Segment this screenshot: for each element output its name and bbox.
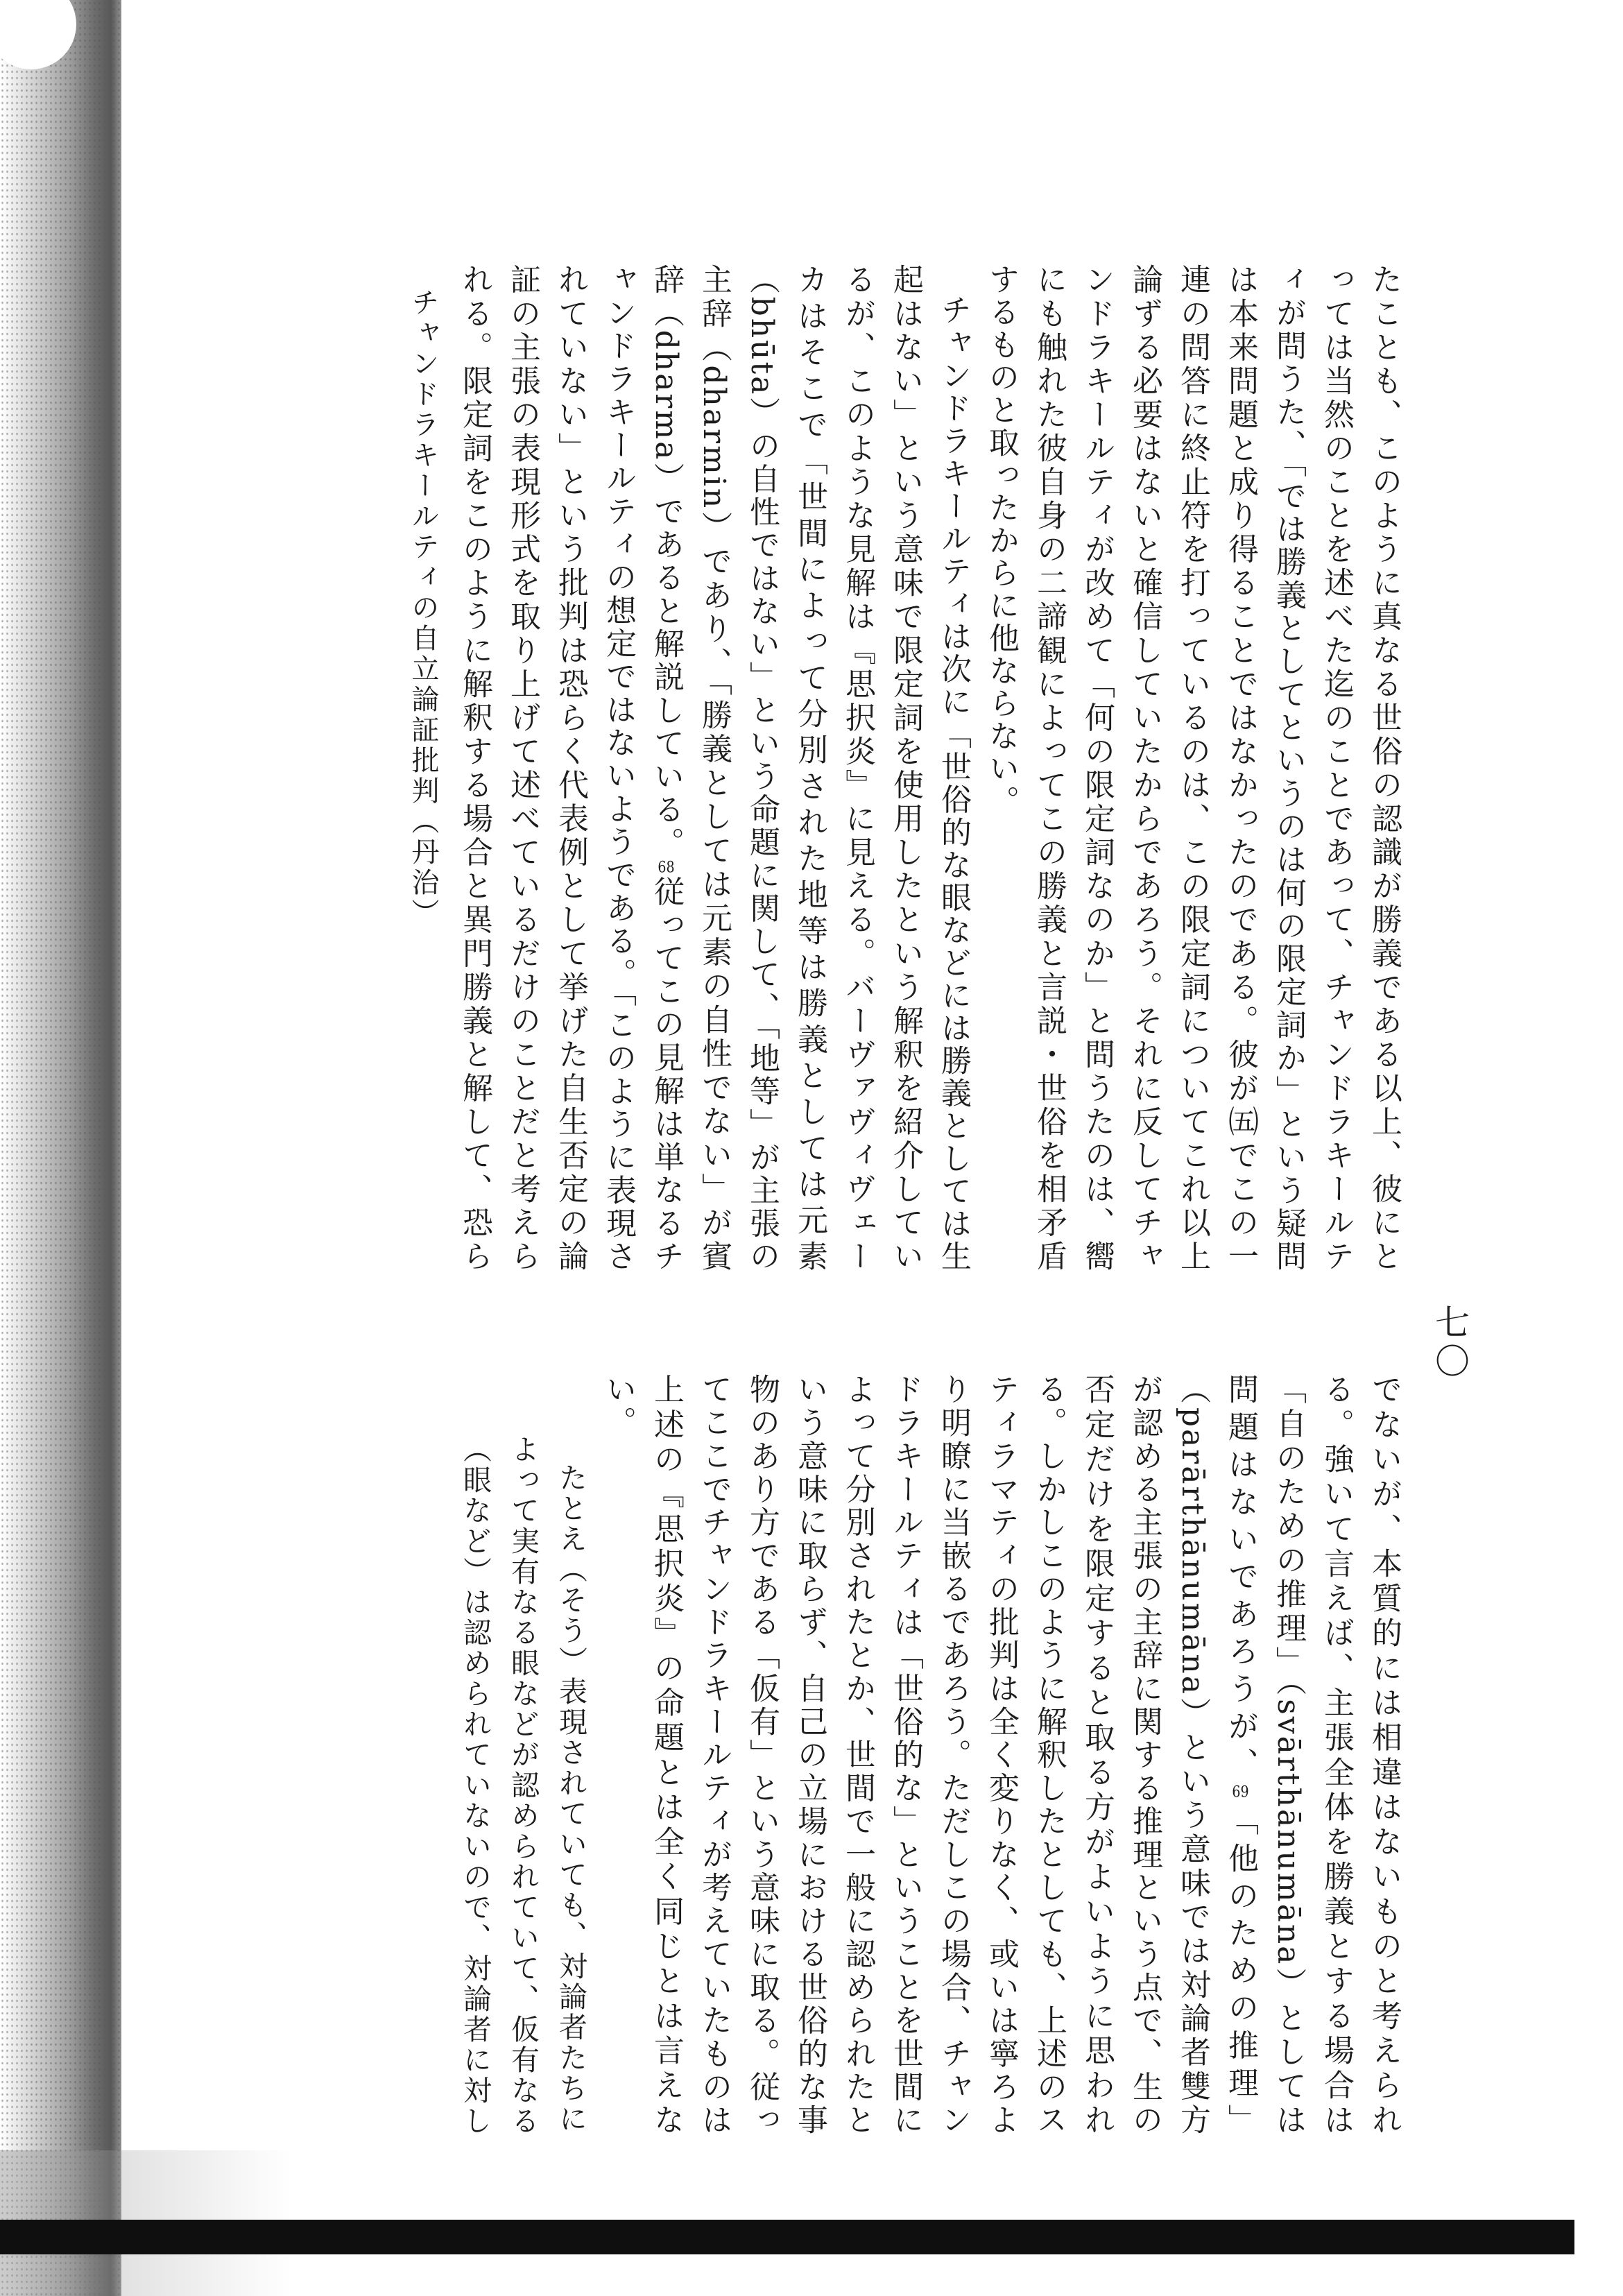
scan-noise: [0, 0, 121, 2296]
paragraph: [594, 1373, 1408, 2136]
paragraph-text: 「他のための推理」（parārthānumāna）という意味では対論者雙方が認める主張の主辞に関する推理という点で、生の否定だけを限定すると取る方がよいように思われる。しかしこのように解釈したとしても、上述のスティラマティの批判は全く変りなく、或いは寧ろより明瞭に当嵌るであろう。ただしこの場合、チャンドラキールティは「世俗的な」ということを世間によって分別されたとか、世間で一般に認められたという意味に取らず、自己の立場における世俗的な事物のあり方である「仮有」という意味に取る。従ってここでチャンドラキールティが考えていたものは上述の『思択炎』の命題とは全く同じとは言えない。: [601, 1373, 1258, 2136]
scan-bottom-edge: [0, 2220, 1574, 2254]
upper-text-block: [451, 264, 1408, 1273]
paragraph: たことも、このように真なる世俗の認識が勝義である以上、彼にとっては当然のことを述べた迄のことであって、チャンドラキールティが問うた、「では勝義としてというのは何の限定詞か」という疑問は本来問題と成り得ることではなかったのである。彼が㈤でこの一連の問答に終止符を打っているのは、この限定詞についてこれ以上論ずる必要はないと確信していたからであろう。それに反してチャンドラキールティが改めて「何の限定詞なのか」と問うたのは、嚮にも触れた彼自身の二諦観によってこの勝義と言説・世俗を相矛盾するものと取ったからに他ならない。: [984, 264, 1402, 1273]
page-number: 七〇: [1429, 1304, 1470, 1382]
paragraph-text: チャンドラキールティは次に「世俗的な眼などには勝義としては生起はない」という意味で限定詞を使用したという解釈を紹介しているが、このような見解は『思択炎』に見える。バーヴァヴィヴェーカはそこで「世間によって分別された地等は勝義としては元素（bhūta）の自性ではない」という命題に関して、「地等」が主張の主辞（dharmin）であり、「勝義としては元素の自性でない」が賓辞（dharma）であると解説している。: [649, 264, 971, 1273]
lower-text-block: [451, 1373, 1408, 2136]
footnote-ref: 69: [1232, 1784, 1249, 1800]
running-head: チャンドラキールティの自立論証批判（丹治）: [407, 288, 439, 929]
paragraph-text: 従ってこの見解は単なるチャンドラキールティの想定ではないようである。「このように表現されていない」という批判は恐らく代表例として挙げた自生否定の論証の主張の表現形式を取り上げて述べているだけのことだと考えられる。限定詞をこのように解釈する場合と異門勝義と解して、恐ら: [457, 264, 684, 1273]
footnote-ref: 68: [658, 859, 675, 875]
paragraph-text: でないが、本質的には相違はないものと考えられる。強いて言えば、主張全体を勝義とする場合は「自のための推理」（svārthānumāna）としては問題はないであろうが、: [1223, 1373, 1402, 2136]
paragraph: [451, 264, 977, 1273]
block-quote: たとえ（そう）表現されていても、対論者たちによって実有なる眼などが認められていて、仮有なる（眼など）は認められていないので、対論者に対し: [458, 1434, 587, 2136]
